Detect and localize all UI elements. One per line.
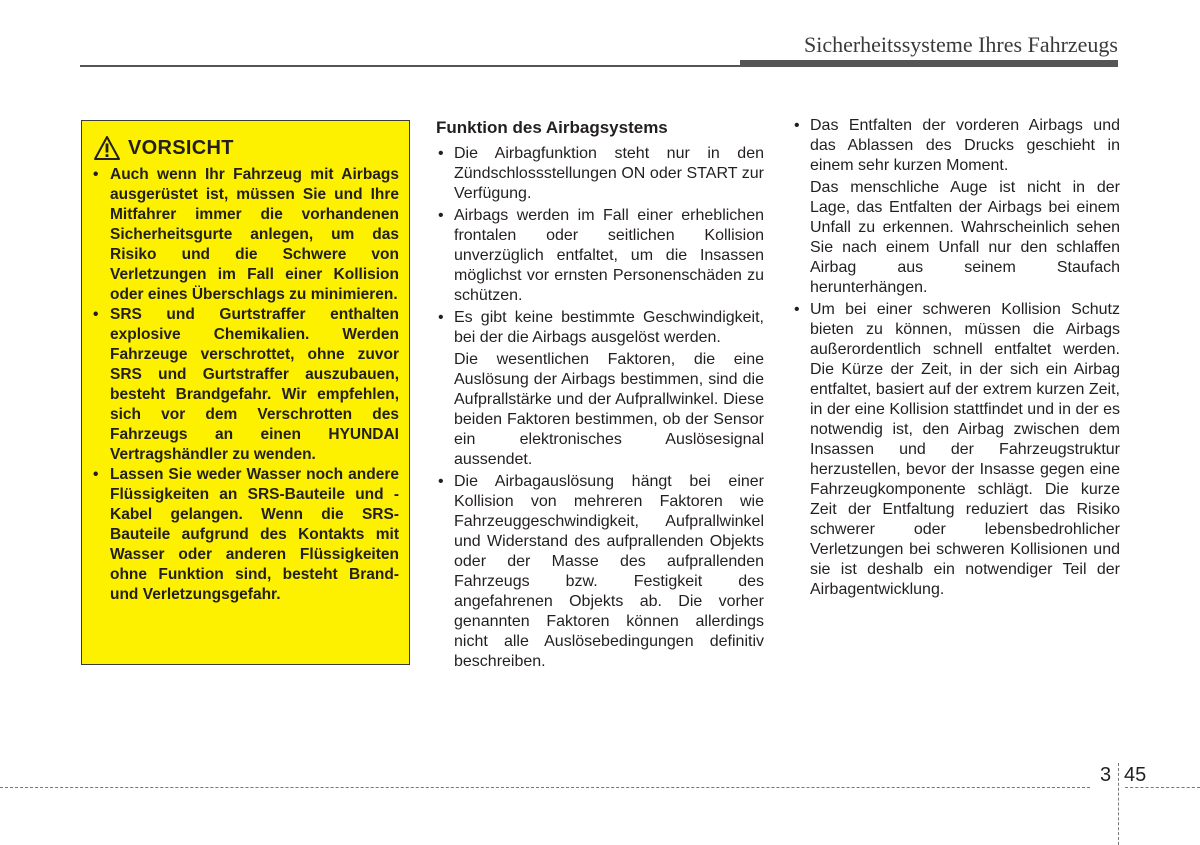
page-number-divider [1118, 763, 1119, 845]
warning-box [81, 120, 410, 665]
header-rule-accent [740, 60, 1118, 67]
middle-column [436, 116, 764, 674]
bullet-item [436, 144, 764, 204]
header-title: Sicherheitssysteme Ihres Fahrzeugs [803, 32, 1118, 57]
warning-triangle-icon [94, 136, 120, 160]
right-bullet-list [792, 116, 1120, 600]
bullet-continuation: Das menschliche Auge ist nicht in der Lage, das Entfalten der Airbags bei einem Unfall zu erkennen. Wahrscheinlich sehen Sie nach einem Unfall nur den schlaffen Airbag aus seinem Staufach herunterhängen. [810, 179, 1120, 296]
page-number: 45 [1124, 764, 1147, 786]
bullet-text: • Um bei einer schweren Kollision Schutz bieten zu können, müssen die Airbags außerordentlich schnell entfaltet werden. Die Kürze der Zeit, in der sich ein Airbag entfaltet, basiert auf der extrem kurzen Zeit, in der eine Kollision stattfindet und in der es notwendig ist, den Airbag zwischen dem Insassen und der Fahrzeugstruktur herzustellen, bevor der Insasse gegen eine Fahrzeugkomponente schlägt. Die kurze Zeit der Entfaltung reduziert das Risiko schwerer oder lebensbedrohlicher Verletzungen bei schweren Kollisionen und sie ist deshalb ein notwendiger Teil der Airbagentwicklung. [810, 301, 1120, 598]
bullet-text: • Das Entfalten der vorderen Airbags und das Ablassen des Drucks geschieht in einem sehr kurzen Moment. [810, 117, 1120, 174]
footer-rule-right [1125, 787, 1200, 788]
bullet-text: • Die Airbagauslösung hängt bei einer Kollision von mehreren Faktoren wie Fahrzeuggeschwindigkeit, Aufprallwinkel und Widerstand des aufprallenden Objekts oder der Masse des aufprallenden Fahrzeugs bzw. Festigkeit des angefahrenen Objekts ab. Die vorher genannten Faktoren können allerdings nicht alle Auslösebedingungen definitiv beschreiben. [454, 473, 764, 670]
warning-header [92, 134, 399, 162]
bullet-text: • Die Airbagfunktion steht nur in den Zündschlossstellungen ON oder START zur Verfügung. [454, 145, 764, 202]
warning-list [92, 165, 399, 605]
bullet-item [792, 300, 1120, 600]
section-bullet-list [436, 144, 764, 672]
bullet-item [792, 116, 1120, 298]
bullet-item [436, 308, 764, 470]
right-column [792, 116, 1120, 602]
chapter-number: 3 [1100, 764, 1112, 786]
bullet-continuation: Die wesentlichen Faktoren, die eine Auslösung der Airbags bestimmen, sind die Aufprallstärke und der Aufprallwinkel. Diese beiden Faktoren bestimmen, ob der Sensor ein elektronisches Auslösesignal aussendet. [454, 351, 764, 468]
bullet-item [436, 206, 764, 306]
bullet-text: • Airbags werden im Fall einer erheblichen frontalen oder seitlichen Kollision unverzüglich entfaltet, um die Insassen möglichst vor ernsten Personenschäden zu schützen. [454, 207, 764, 304]
bullet-text: • Es gibt keine bestimmte Geschwindigkeit, bei der die Airbags ausgelöst werden. [454, 309, 764, 346]
warning-item: • SRS und Gurtstraffer enthalten explosive Chemikalien. Werden Fahrzeuge verschrottet, ohne zuvor SRS und Gurtstraffer auszubauen, besteht Brandgefahr. Wir empfehlen, sich vor dem Verschrotten des Fahrzeugs an einen HYUNDAI Vertragshändler zu wenden. [92, 305, 399, 465]
warning-item: • Lassen Sie weder Wasser noch andere Flüssigkeiten an SRS-Bauteile und -Kabel gelangen. Wenn die SRS-Bauteile aufgrund des Kontakts mit Wasser oder anderen Flüssigkeiten ohne Funktion sind, besteht Brand- und Verletzungsgefahr. [92, 465, 399, 605]
footer-rule [0, 787, 1090, 788]
warning-title: VORSICHT [128, 136, 234, 159]
warning-item: • Auch wenn Ihr Fahrzeug mit Airbags ausgerüstet ist, müssen Sie und Ihre Mitfahrer immer die vorhandenen Sicherheitsgurte anlegen, um das Risiko und die Schwere von Verletzungen im Fall einer Kollision oder eines Überschlags zu minimieren. [92, 165, 399, 305]
bullet-item [436, 472, 764, 672]
section-title: Funktion des Airbagsystems [436, 118, 668, 137]
